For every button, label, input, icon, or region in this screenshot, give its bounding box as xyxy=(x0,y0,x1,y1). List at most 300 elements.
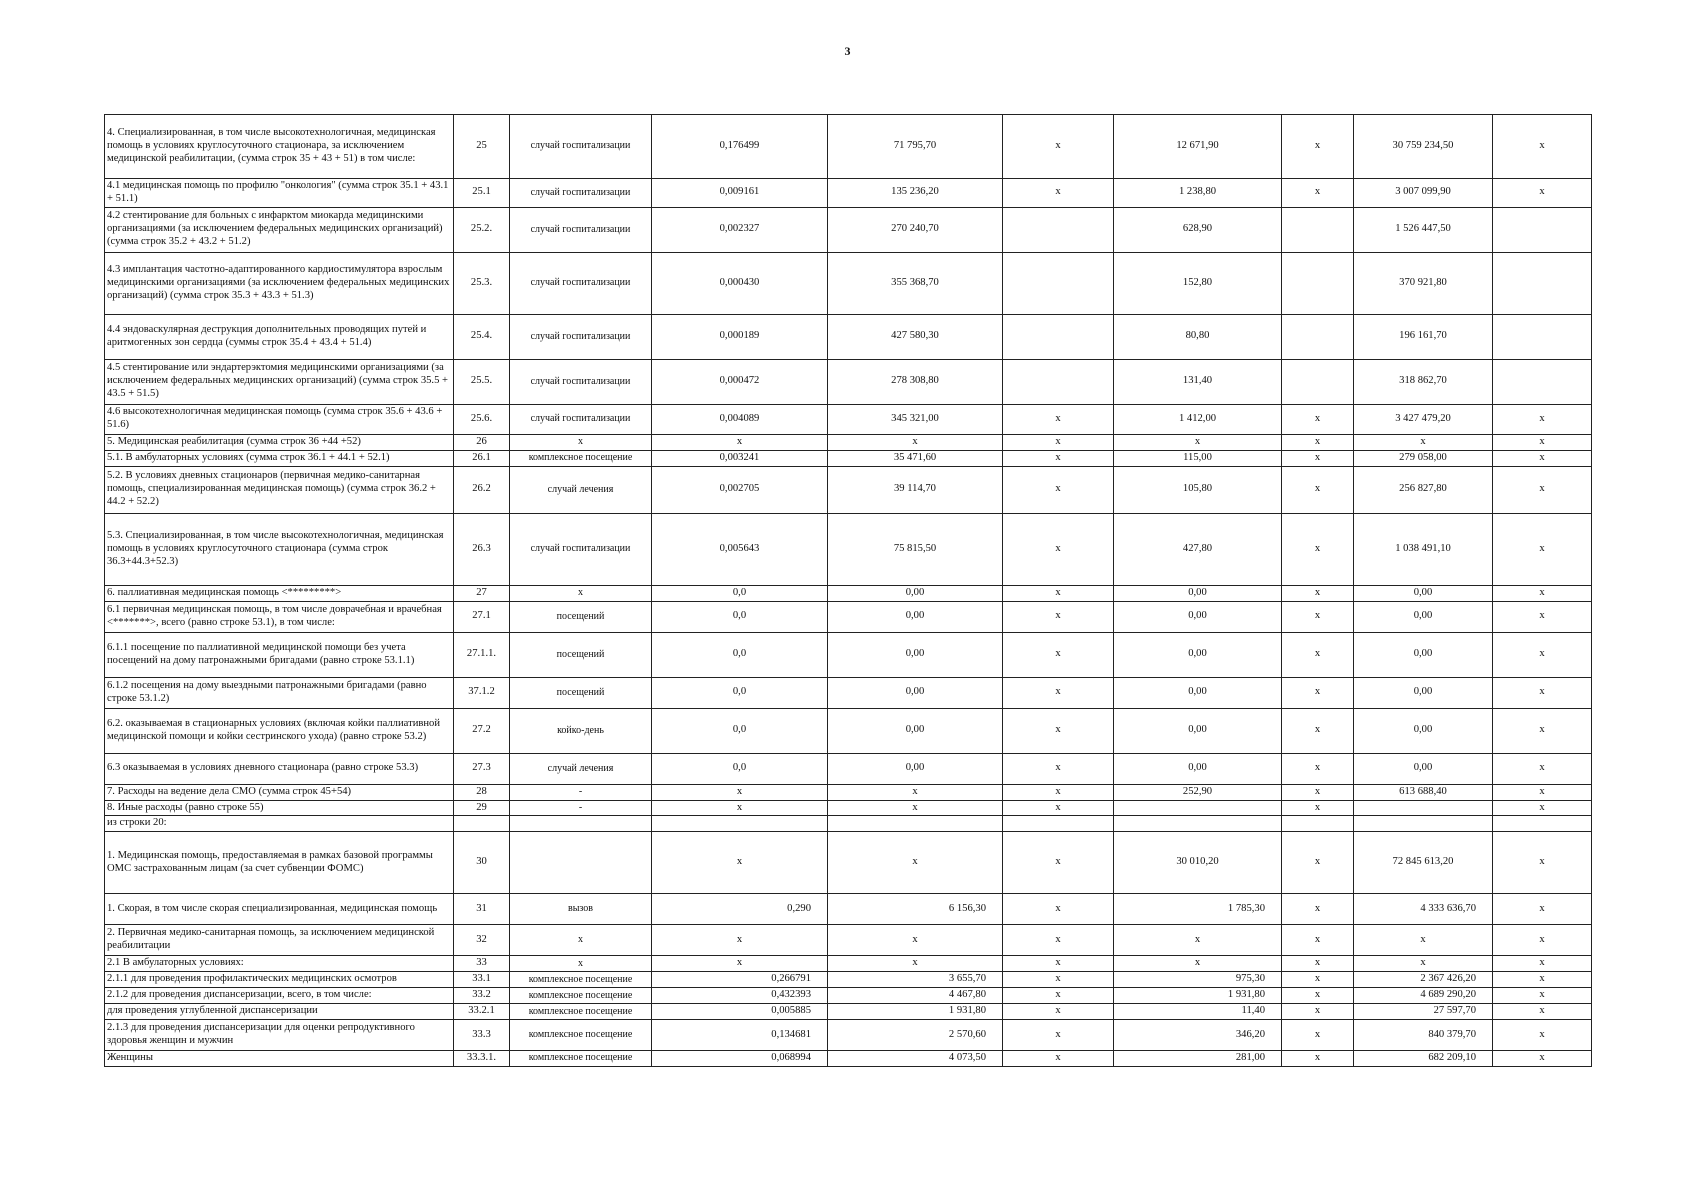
row-label-cell: 6.1.1 посещение по паллиативной медицинской помощи без учета посещений на дому патронажными бригадами (равно строке 53.1.1) xyxy=(105,632,454,677)
table-cell: 0,00 xyxy=(828,708,1003,753)
table-row xyxy=(105,450,1592,466)
table-cell: 27.1 xyxy=(454,601,510,632)
table-cell: х xyxy=(1282,601,1354,632)
table-cell: х xyxy=(1493,179,1592,208)
table-cell: случай госпитализации xyxy=(510,359,652,404)
table-cell: х xyxy=(1282,632,1354,677)
table-row xyxy=(105,988,1592,1004)
table-cell: 12 671,90 xyxy=(1114,115,1282,179)
table-cell: х xyxy=(1282,956,1354,972)
table-cell: 1 412,00 xyxy=(1114,404,1282,434)
table-cell: 0,0 xyxy=(652,677,828,708)
table-cell: 3 007 099,90 xyxy=(1354,179,1493,208)
table-cell xyxy=(1003,314,1114,359)
page-number: 3 xyxy=(844,44,851,58)
table-cell: случай лечения xyxy=(510,466,652,513)
table-cell: х xyxy=(1282,434,1354,450)
table-cell: 26 xyxy=(454,434,510,450)
table-cell: х xyxy=(1003,677,1114,708)
table-cell: случай госпитализации xyxy=(510,314,652,359)
table-cell: х xyxy=(1003,800,1114,816)
table-cell: х xyxy=(1003,784,1114,800)
table-cell: 0,290 xyxy=(652,894,828,925)
table-cell: х xyxy=(652,434,828,450)
table-cell: 25.2. xyxy=(454,207,510,252)
table-row xyxy=(105,800,1592,816)
table-cell: 0,0 xyxy=(652,585,828,601)
table-cell: 4 689 290,20 xyxy=(1354,988,1493,1004)
table-cell: х xyxy=(1282,115,1354,179)
table-cell: 32 xyxy=(454,925,510,956)
table-cell: х xyxy=(1282,832,1354,894)
table-cell: х xyxy=(1114,956,1282,972)
table-cell: посещений xyxy=(510,632,652,677)
table-cell: 346,20 xyxy=(1114,1020,1282,1051)
table-cell: х xyxy=(1493,988,1592,1004)
table-cell: 252,90 xyxy=(1114,784,1282,800)
table-cell: х xyxy=(1003,1051,1114,1067)
table-cell: комплексное посещение xyxy=(510,450,652,466)
table-cell: х xyxy=(1493,434,1592,450)
table-cell: посещений xyxy=(510,677,652,708)
table-cell: 0,00 xyxy=(828,677,1003,708)
table-cell: 0,000430 xyxy=(652,252,828,314)
row-label-cell: 5.3. Специализированная, в том числе высокотехнологичная, медицинская помощь в условиях круглосуточного стационара (сумма строк 36.3+44.3+52.3) xyxy=(105,513,454,585)
table-cell: х xyxy=(652,784,828,800)
table-cell: х xyxy=(510,434,652,450)
table-cell xyxy=(1282,207,1354,252)
table-cell: 0,002705 xyxy=(652,466,828,513)
table-cell: комплексное посещение xyxy=(510,1020,652,1051)
table-cell: 196 161,70 xyxy=(1354,314,1493,359)
table-cell: 0,00 xyxy=(1114,601,1282,632)
table-cell: 0,000189 xyxy=(652,314,828,359)
table-cell: х xyxy=(1354,925,1493,956)
table-cell: х xyxy=(1282,894,1354,925)
table-cell: х xyxy=(1354,434,1493,450)
table-cell xyxy=(1493,207,1592,252)
table-cell: 25 xyxy=(454,115,510,179)
table-cell: 0,00 xyxy=(828,601,1003,632)
row-label-cell: 2.1.2 для проведения диспансеризации, всего, в том числе: xyxy=(105,988,454,1004)
table-cell: х xyxy=(1493,1004,1592,1020)
table-cell: 0,00 xyxy=(828,753,1003,784)
table-cell: 0,00 xyxy=(1354,601,1493,632)
table-cell: х xyxy=(652,925,828,956)
row-label-cell: 4.2 стентирование для больных с инфарктом миокарда медицинскими организациями (за исключением федеральных медицинских организаций) (сумма строк 35.2 + 43.2 + 51.2) xyxy=(105,207,454,252)
table-cell: х xyxy=(510,956,652,972)
table-cell: 0,266791 xyxy=(652,972,828,988)
table-row xyxy=(105,513,1592,585)
row-label-cell: 2.1 В амбулаторных условиях: xyxy=(105,956,454,972)
table-cell: 135 236,20 xyxy=(828,179,1003,208)
table-row xyxy=(105,601,1592,632)
table-cell: 152,80 xyxy=(1114,252,1282,314)
table-cell: случай госпитализации xyxy=(510,179,652,208)
table-cell: х xyxy=(1003,115,1114,179)
row-label-cell: 8. Иные расходы (равно строке 55) xyxy=(105,800,454,816)
table-row xyxy=(105,252,1592,314)
table-cell: х xyxy=(1282,677,1354,708)
table-cell: х xyxy=(1282,179,1354,208)
table-cell: 2 570,60 xyxy=(828,1020,1003,1051)
row-label-cell: 4.5 стентирование или эндартерэктомия медицинскими организациями (за исключением федеральных медицинских организаций) (сумма строк 35.5 + 43.5 + 51.5) xyxy=(105,359,454,404)
table-cell: случай госпитализации xyxy=(510,513,652,585)
table-cell: 0,003241 xyxy=(652,450,828,466)
table-cell: х xyxy=(1282,753,1354,784)
table-row xyxy=(105,708,1592,753)
table-row xyxy=(105,404,1592,434)
table-row xyxy=(105,1004,1592,1020)
table-cell: 628,90 xyxy=(1114,207,1282,252)
table-row xyxy=(105,753,1592,784)
table-cell: х xyxy=(1003,404,1114,434)
table-cell: 1 238,80 xyxy=(1114,179,1282,208)
table-cell: 26.2 xyxy=(454,466,510,513)
table-cell: 3 427 479,20 xyxy=(1354,404,1493,434)
table-row xyxy=(105,1020,1592,1051)
table-cell: х xyxy=(1282,466,1354,513)
table-cell xyxy=(1493,252,1592,314)
table-cell: 0,002327 xyxy=(652,207,828,252)
table-cell: х xyxy=(652,956,828,972)
table-cell: х xyxy=(828,832,1003,894)
table-cell: х xyxy=(1282,800,1354,816)
table-row xyxy=(105,677,1592,708)
table-cell: 0,000472 xyxy=(652,359,828,404)
table-cell: 31 xyxy=(454,894,510,925)
table-cell: 370 921,80 xyxy=(1354,252,1493,314)
table-cell: 256 827,80 xyxy=(1354,466,1493,513)
table-cell: 0,00 xyxy=(1114,677,1282,708)
table-cell: х xyxy=(1493,513,1592,585)
table-cell: х xyxy=(1003,972,1114,988)
table-cell: 1 526 447,50 xyxy=(1354,207,1493,252)
row-label-cell: 4.3 имплантация частотно-адаптированного кардиостимулятора взрослым медицинскими организациями (за исключением федеральных медицинских организаций) (сумма строк 35.3 + 43.3 + 51.3) xyxy=(105,252,454,314)
table-cell: 0,176499 xyxy=(652,115,828,179)
table-cell: 30 xyxy=(454,832,510,894)
table-cell: 0,00 xyxy=(828,632,1003,677)
table-cell: 27 597,70 xyxy=(1354,1004,1493,1020)
table-cell: 0,00 xyxy=(1354,677,1493,708)
table-cell: 1 038 491,10 xyxy=(1354,513,1493,585)
table-cell xyxy=(1003,359,1114,404)
table-cell: случай госпитализации xyxy=(510,404,652,434)
table-cell: 0,00 xyxy=(1354,632,1493,677)
table-cell: 0,134681 xyxy=(652,1020,828,1051)
row-label-cell: 6.2. оказываемая в стационарных условиях (включая койки паллиативной медицинской помощи и койки сестринского ухода) (равно строке 53.2) xyxy=(105,708,454,753)
table-cell: 0,00 xyxy=(1354,585,1493,601)
table-cell xyxy=(1354,816,1493,832)
table-cell: х xyxy=(1493,450,1592,466)
table-cell xyxy=(510,832,652,894)
table-cell: х xyxy=(1493,753,1592,784)
table-row xyxy=(105,832,1592,894)
table-body xyxy=(105,115,1592,1067)
table-cell: х xyxy=(1282,925,1354,956)
table-cell: х xyxy=(1282,513,1354,585)
table-cell: х xyxy=(1354,956,1493,972)
table-cell: 25.5. xyxy=(454,359,510,404)
table-cell: х xyxy=(1493,632,1592,677)
table-cell: 2 367 426,20 xyxy=(1354,972,1493,988)
table-cell: х xyxy=(828,434,1003,450)
table-cell: комплексное посещение xyxy=(510,988,652,1004)
table-cell: случай госпитализации xyxy=(510,115,652,179)
table-cell: х xyxy=(1003,1004,1114,1020)
table-cell xyxy=(1493,314,1592,359)
table-cell: 345 321,00 xyxy=(828,404,1003,434)
table-cell: 33 xyxy=(454,956,510,972)
table-cell: х xyxy=(1003,956,1114,972)
table-cell: случай госпитализации xyxy=(510,252,652,314)
row-label-cell: для проведения углубленной диспансеризации xyxy=(105,1004,454,1020)
table-cell: х xyxy=(1282,585,1354,601)
table-cell: 37.1.2 xyxy=(454,677,510,708)
table-cell xyxy=(1282,816,1354,832)
table-cell: х xyxy=(1114,925,1282,956)
table-cell: х xyxy=(1003,179,1114,208)
table-cell: х xyxy=(1493,972,1592,988)
table-cell: х xyxy=(510,925,652,956)
table-row xyxy=(105,894,1592,925)
row-label-cell: 5.1. В амбулаторных условиях (сумма строк 36.1 + 44.1 + 52.1) xyxy=(105,450,454,466)
table-cell xyxy=(1003,207,1114,252)
table-cell xyxy=(510,816,652,832)
table-cell: х xyxy=(1493,677,1592,708)
table-cell: 682 209,10 xyxy=(1354,1051,1493,1067)
table-cell: 33.1 xyxy=(454,972,510,988)
table-cell: х xyxy=(1003,466,1114,513)
table-cell: 427 580,30 xyxy=(828,314,1003,359)
table-cell: 0,0 xyxy=(652,753,828,784)
table-cell xyxy=(454,816,510,832)
table-row xyxy=(105,816,1592,832)
table-cell xyxy=(1354,800,1493,816)
table-cell: х xyxy=(828,925,1003,956)
table-cell: 33.3.1. xyxy=(454,1051,510,1067)
table-cell: х xyxy=(1003,988,1114,1004)
table-cell: 281,00 xyxy=(1114,1051,1282,1067)
table-cell: 39 114,70 xyxy=(828,466,1003,513)
table-cell: 0,068994 xyxy=(652,1051,828,1067)
table-cell xyxy=(652,816,828,832)
table-row xyxy=(105,956,1592,972)
table-cell: х xyxy=(1282,1020,1354,1051)
table-cell: х xyxy=(1282,450,1354,466)
table-cell: 0,005885 xyxy=(652,1004,828,1020)
table-cell: х xyxy=(1003,601,1114,632)
table-cell: х xyxy=(1003,894,1114,925)
row-label-cell: Женщины xyxy=(105,1051,454,1067)
table-cell: 0,00 xyxy=(1114,708,1282,753)
table-cell: 427,80 xyxy=(1114,513,1282,585)
table-cell: х xyxy=(1003,1020,1114,1051)
table-cell: 0,0 xyxy=(652,632,828,677)
table-cell: х xyxy=(1003,450,1114,466)
table-cell: 33.2.1 xyxy=(454,1004,510,1020)
table-cell: 30 010,20 xyxy=(1114,832,1282,894)
table-cell: х xyxy=(1493,585,1592,601)
table-cell: комплексное посещение xyxy=(510,972,652,988)
table-cell: 0,009161 xyxy=(652,179,828,208)
table-row xyxy=(105,466,1592,513)
table-cell: х xyxy=(1003,585,1114,601)
table-cell xyxy=(828,816,1003,832)
table-cell: комплексное посещение xyxy=(510,1051,652,1067)
table-cell: вызов xyxy=(510,894,652,925)
row-label-cell: 6.1 первичная медицинская помощь, в том числе доврачебная и врачебная <*******>, всего (равно строке 53.1), в том числе: xyxy=(105,601,454,632)
table-cell: 0,0 xyxy=(652,708,828,753)
table-cell: х xyxy=(1493,404,1592,434)
table-cell: 27 xyxy=(454,585,510,601)
table-cell: 33.3 xyxy=(454,1020,510,1051)
table-cell: 0,005643 xyxy=(652,513,828,585)
table-row xyxy=(105,972,1592,988)
row-label-cell: 4. Специализированная, в том числе высокотехнологичная, медицинская помощь в условиях круглосуточного стационара, за исключением медицинской реабилитации, (сумма строк 35 + 43 + 51) в том числе: xyxy=(105,115,454,179)
table-cell xyxy=(1493,359,1592,404)
table-row xyxy=(105,1051,1592,1067)
table-cell: х xyxy=(1282,988,1354,1004)
table-cell: 25.4. xyxy=(454,314,510,359)
table-cell: случай госпитализации xyxy=(510,207,652,252)
row-label-cell: 4.6 высокотехнологичная медицинская помощь (сумма строк 35.6 + 43.6 + 51.6) xyxy=(105,404,454,434)
table-cell: х xyxy=(1003,925,1114,956)
table-cell xyxy=(1282,314,1354,359)
table-row xyxy=(105,784,1592,800)
row-label-cell: 1. Скорая, в том числе скорая специализированная, медицинская помощь xyxy=(105,894,454,925)
table-cell xyxy=(1282,252,1354,314)
table-cell: х xyxy=(1282,1051,1354,1067)
table-cell: 613 688,40 xyxy=(1354,784,1493,800)
table-row xyxy=(105,115,1592,179)
table-cell: х xyxy=(1493,894,1592,925)
table-cell: х xyxy=(1493,1020,1592,1051)
table-cell: 26.3 xyxy=(454,513,510,585)
row-label-cell: 5. Медицинская реабилитация (сумма строк 36 +44 +52) xyxy=(105,434,454,450)
table-cell: х xyxy=(652,800,828,816)
table-row xyxy=(105,314,1592,359)
table-cell: 0,004089 xyxy=(652,404,828,434)
table-cell: 26.1 xyxy=(454,450,510,466)
table-cell: 0,00 xyxy=(1114,585,1282,601)
table-cell: х xyxy=(1493,601,1592,632)
table-cell: 278 308,80 xyxy=(828,359,1003,404)
table-cell: х xyxy=(1282,972,1354,988)
table-cell: 6 156,30 xyxy=(828,894,1003,925)
table-cell: х xyxy=(1282,708,1354,753)
table-cell: 75 815,50 xyxy=(828,513,1003,585)
table-cell: 355 368,70 xyxy=(828,252,1003,314)
table-cell: комплексное посещение xyxy=(510,1004,652,1020)
table-cell: 0,00 xyxy=(1114,632,1282,677)
table-cell: посещений xyxy=(510,601,652,632)
row-label-cell: 5.2. В условиях дневных стационаров (первичная медико-санитарная помощь, специализированная медицинская помощь) (сумма строк 36.2 + 44.2 + 52.2) xyxy=(105,466,454,513)
table-cell: 279 058,00 xyxy=(1354,450,1493,466)
table-row xyxy=(105,359,1592,404)
table-cell: х xyxy=(1003,832,1114,894)
table-cell: случай лечения xyxy=(510,753,652,784)
table-cell: 1 931,80 xyxy=(828,1004,1003,1020)
table-cell xyxy=(1114,800,1282,816)
table-cell: х xyxy=(1003,632,1114,677)
table-cell: х xyxy=(1003,753,1114,784)
row-label-cell: 4.4 эндоваскулярная деструкция дополнительных проводящих путей и аритмогенных зон сердца (суммы строк 35.4 + 43.4 + 51.4) xyxy=(105,314,454,359)
table-cell: х xyxy=(1003,434,1114,450)
table-cell: х xyxy=(828,784,1003,800)
table-cell: х xyxy=(1282,1004,1354,1020)
table-cell: 0,00 xyxy=(828,585,1003,601)
table-cell: 840 379,70 xyxy=(1354,1020,1493,1051)
table-cell: 4 073,50 xyxy=(828,1051,1003,1067)
table-cell: х xyxy=(1493,708,1592,753)
table-cell xyxy=(1003,816,1114,832)
row-label-cell: 2. Первичная медико-санитарная помощь, за исключением медицинской реабилитации xyxy=(105,925,454,956)
table-cell: х xyxy=(828,956,1003,972)
table-cell xyxy=(1493,816,1592,832)
table-cell: 0,00 xyxy=(1114,753,1282,784)
row-label-cell: 6.1.2 посещения на дому выездными патронажными бригадами (равно строке 53.1.2) xyxy=(105,677,454,708)
table-cell: 28 xyxy=(454,784,510,800)
table-cell: 11,40 xyxy=(1114,1004,1282,1020)
table-cell: 30 759 234,50 xyxy=(1354,115,1493,179)
table-cell xyxy=(1114,816,1282,832)
table-cell: 4 467,80 xyxy=(828,988,1003,1004)
table-row xyxy=(105,434,1592,450)
table-row xyxy=(105,925,1592,956)
table-cell: х xyxy=(652,832,828,894)
table-cell: х xyxy=(1003,513,1114,585)
table-cell: 131,40 xyxy=(1114,359,1282,404)
table-cell xyxy=(1003,252,1114,314)
table-row xyxy=(105,585,1592,601)
table-cell: 115,00 xyxy=(1114,450,1282,466)
table-row xyxy=(105,632,1592,677)
table-cell: 71 795,70 xyxy=(828,115,1003,179)
table-cell: 0,00 xyxy=(1354,753,1493,784)
table-cell: 27.3 xyxy=(454,753,510,784)
table-cell: 1 785,30 xyxy=(1114,894,1282,925)
table-cell: 29 xyxy=(454,800,510,816)
row-label-cell: 6. паллиативная медицинская помощь <*********> xyxy=(105,585,454,601)
table-cell: 0,0 xyxy=(652,601,828,632)
table-cell: х xyxy=(1493,1051,1592,1067)
table-cell: х xyxy=(1003,708,1114,753)
table-cell: - xyxy=(510,784,652,800)
table-cell: х xyxy=(1493,784,1592,800)
table-cell: х xyxy=(1114,434,1282,450)
table-cell: 27.2 xyxy=(454,708,510,753)
row-label-cell: из строки 20: xyxy=(105,816,454,832)
table-cell: 1 931,80 xyxy=(1114,988,1282,1004)
table-cell: х xyxy=(1493,466,1592,513)
table-cell: х xyxy=(1493,956,1592,972)
table-cell: койко-день xyxy=(510,708,652,753)
table-cell: 318 862,70 xyxy=(1354,359,1493,404)
row-label-cell: 6.3 оказываемая в условиях дневного стационара (равно строке 53.3) xyxy=(105,753,454,784)
table-cell: - xyxy=(510,800,652,816)
table-cell: 25.1 xyxy=(454,179,510,208)
table-cell: 105,80 xyxy=(1114,466,1282,513)
row-label-cell: 1. Медицинская помощь, предоставляемая в рамках базовой программы ОМС застрахованным лицам (за счет субвенции ФОМС) xyxy=(105,832,454,894)
row-label-cell: 7. Расходы на ведение дела СМО (сумма строк 45+54) xyxy=(105,784,454,800)
table-cell: х xyxy=(1282,404,1354,434)
table-cell: 72 845 613,20 xyxy=(1354,832,1493,894)
table-cell: х xyxy=(1493,800,1592,816)
table-cell xyxy=(1282,359,1354,404)
table-cell: 35 471,60 xyxy=(828,450,1003,466)
table-cell: х xyxy=(828,800,1003,816)
